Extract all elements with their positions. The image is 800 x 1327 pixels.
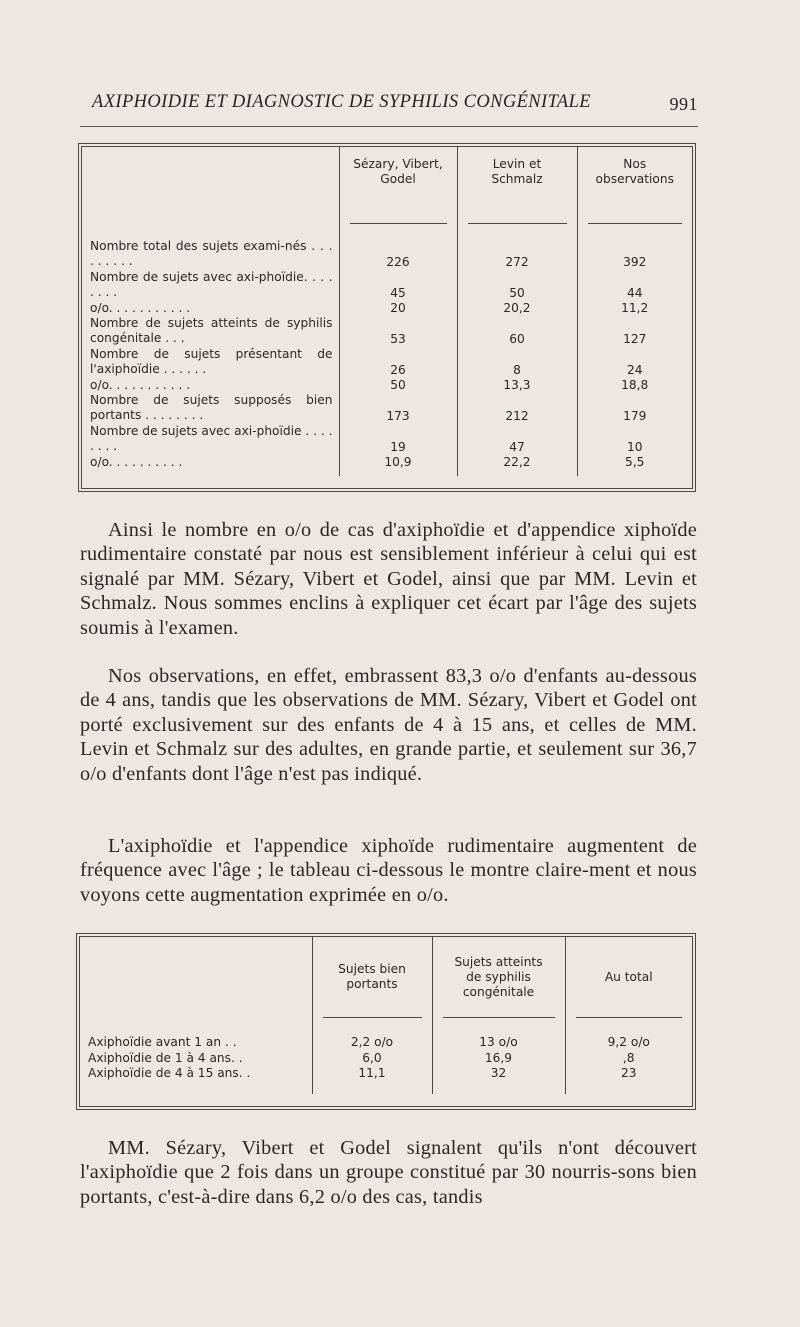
statistics-table [82, 147, 692, 476]
row-label: Axiphoïdie avant 1 an . . [88, 1035, 237, 1049]
value: 18,8 [621, 378, 649, 392]
value: 20,2 [503, 301, 531, 315]
row-label: Nombre de sujets présentant de l'axiphoïdie . . . . . . [90, 347, 333, 377]
value: 392 [623, 255, 647, 269]
value: 32 [432, 1066, 565, 1094]
table-header-row [82, 147, 692, 223]
value: 11,2 [621, 301, 649, 315]
header-cell-label [82, 147, 339, 223]
row-label: Axiphoïdie de 4 à 15 ans. . [88, 1066, 251, 1080]
table-body-row [82, 233, 692, 476]
paragraph-1 [80, 518, 697, 640]
value: 13 o/o [432, 1027, 565, 1051]
value: 5,5 [625, 455, 645, 469]
value: 2,2 o/o [312, 1027, 432, 1051]
header-separator-row [82, 223, 692, 233]
row-label: Nombre de sujets avec axi-phoïdie. . . . . . . . [90, 270, 333, 300]
row-label: o/o. . . . . . . . . . . [90, 301, 191, 315]
value: 60 [509, 332, 525, 346]
value: 127 [623, 332, 647, 346]
value: 44 [626, 286, 643, 300]
value: 26 [390, 363, 406, 377]
header-cell-levin: Levin et Schmalz [457, 147, 577, 223]
row-label: Axiphoïdie de 1 à 4 ans. . [88, 1050, 243, 1065]
row-label: Nombre de sujets avec axi-phoïdie . . . . . . . . [90, 424, 333, 454]
header-cell-nos: Nos observations [577, 147, 692, 223]
value: 53 [390, 332, 406, 346]
header-rule [80, 126, 698, 127]
table-row [80, 1027, 692, 1051]
value: 11,1 [312, 1066, 432, 1094]
value: 13,3 [503, 378, 531, 392]
paragraph-2 [80, 664, 697, 786]
value: 45 [390, 286, 406, 300]
value: 173 [386, 409, 410, 423]
header-cell-syphilis: Sujets atteints de syphilis congénitale [432, 937, 565, 1017]
row-label: Nombre de sujets supposés bien portants . . . . . . . . [90, 393, 333, 423]
row-label: o/o. . . . . . . . . . . [90, 378, 191, 392]
header-cell-total: Au total [565, 937, 692, 1017]
value: 6,0 [312, 1051, 432, 1067]
value: 10,9 [384, 455, 412, 469]
value: 16,9 [432, 1051, 565, 1067]
row-labels-cell [82, 233, 339, 476]
header-cell-sezary: Sézary, Vibert, Godel [339, 147, 457, 223]
paragraph-3 [80, 834, 697, 907]
value: ,8 [565, 1051, 692, 1067]
value: 226 [386, 255, 410, 269]
levin-values-cell [457, 233, 577, 476]
table-row [80, 1066, 692, 1094]
nos-values-cell [577, 233, 692, 476]
table-header-row [80, 937, 692, 1017]
row-label: Nombre total des sujets exami-nés . . . . . . . . . [90, 239, 333, 269]
value: 24 [626, 363, 643, 377]
value: 8 [513, 363, 521, 377]
table-row [80, 1051, 692, 1067]
row-label: Nombre de sujets atteints de syphilis congénitale . . . [90, 316, 333, 346]
value: 19 [390, 440, 406, 454]
sezary-values-cell [339, 233, 457, 476]
header-cell-bien-portants: Sujets bien portants [312, 937, 432, 1017]
page-number: 991 [669, 94, 698, 114]
value: 50 [390, 378, 406, 392]
page-header [78, 84, 698, 120]
value: 272 [505, 255, 529, 269]
paragraph-text: MM. Sézary, Vibert et Godel signalent qu'ils n'ont découvert l'axiphoïdie que 2 fois dans un groupe constitué par 30 nourris-sons bien portants, c'est-à-dire dans 6,2 o/o des cas, tandis [80, 1137, 697, 1208]
age-table [80, 937, 692, 1094]
header-separator-row [80, 1017, 692, 1027]
paragraph-text: Ainsi le nombre en o/o de cas d'axiphoïdie et d'appendice xiphoïde rudimentaire constaté par nous est sensiblement inférieur à celui qui est signalé par MM. Sézary, Vibert et Godel, ainsi que par MM. Levin et Schmalz. Nous sommes enclins à expliquer cet écart par l'âge des sujets soumis à l'examen. [80, 519, 697, 639]
value: 9,2 o/o [565, 1027, 692, 1051]
paragraph-text: Nos observations, en effet, embrassent 83,3 o/o d'enfants au-dessous de 4 ans, tandis que les observations de MM. Sézary, Vibert et Godel ont porté exclusivement sur des enfants de 4 à 15 ans, et celles de MM. Levin et Schmalz sur des adultes, en grande partie, et seulement sur 36,7 o/o d'enfants dont l'âge n'est pas indiqué. [80, 665, 697, 785]
value: 22,2 [503, 455, 531, 469]
value: 50 [509, 286, 525, 300]
value: 47 [509, 440, 525, 454]
value: 179 [623, 409, 647, 423]
value: 10 [626, 440, 643, 454]
value: 23 [565, 1066, 692, 1094]
value: 20 [390, 301, 406, 315]
running-title: AXIPHOIDIE ET DIAGNOSTIC DE SYPHILIS CONGÉNITALE [92, 92, 591, 112]
row-label: o/o. . . . . . . . . . [90, 455, 183, 469]
paragraph-text: L'axiphoïdie et l'appendice xiphoïde rudimentaire augmentent de fréquence avec l'âge ; le tableau ci-dessous le montre claire-ment et nous voyons cette augmentation exprimée en o/o. [80, 835, 697, 906]
header-cell-label [80, 937, 312, 1017]
paragraph-4 [80, 1136, 697, 1209]
value: 212 [505, 409, 529, 423]
